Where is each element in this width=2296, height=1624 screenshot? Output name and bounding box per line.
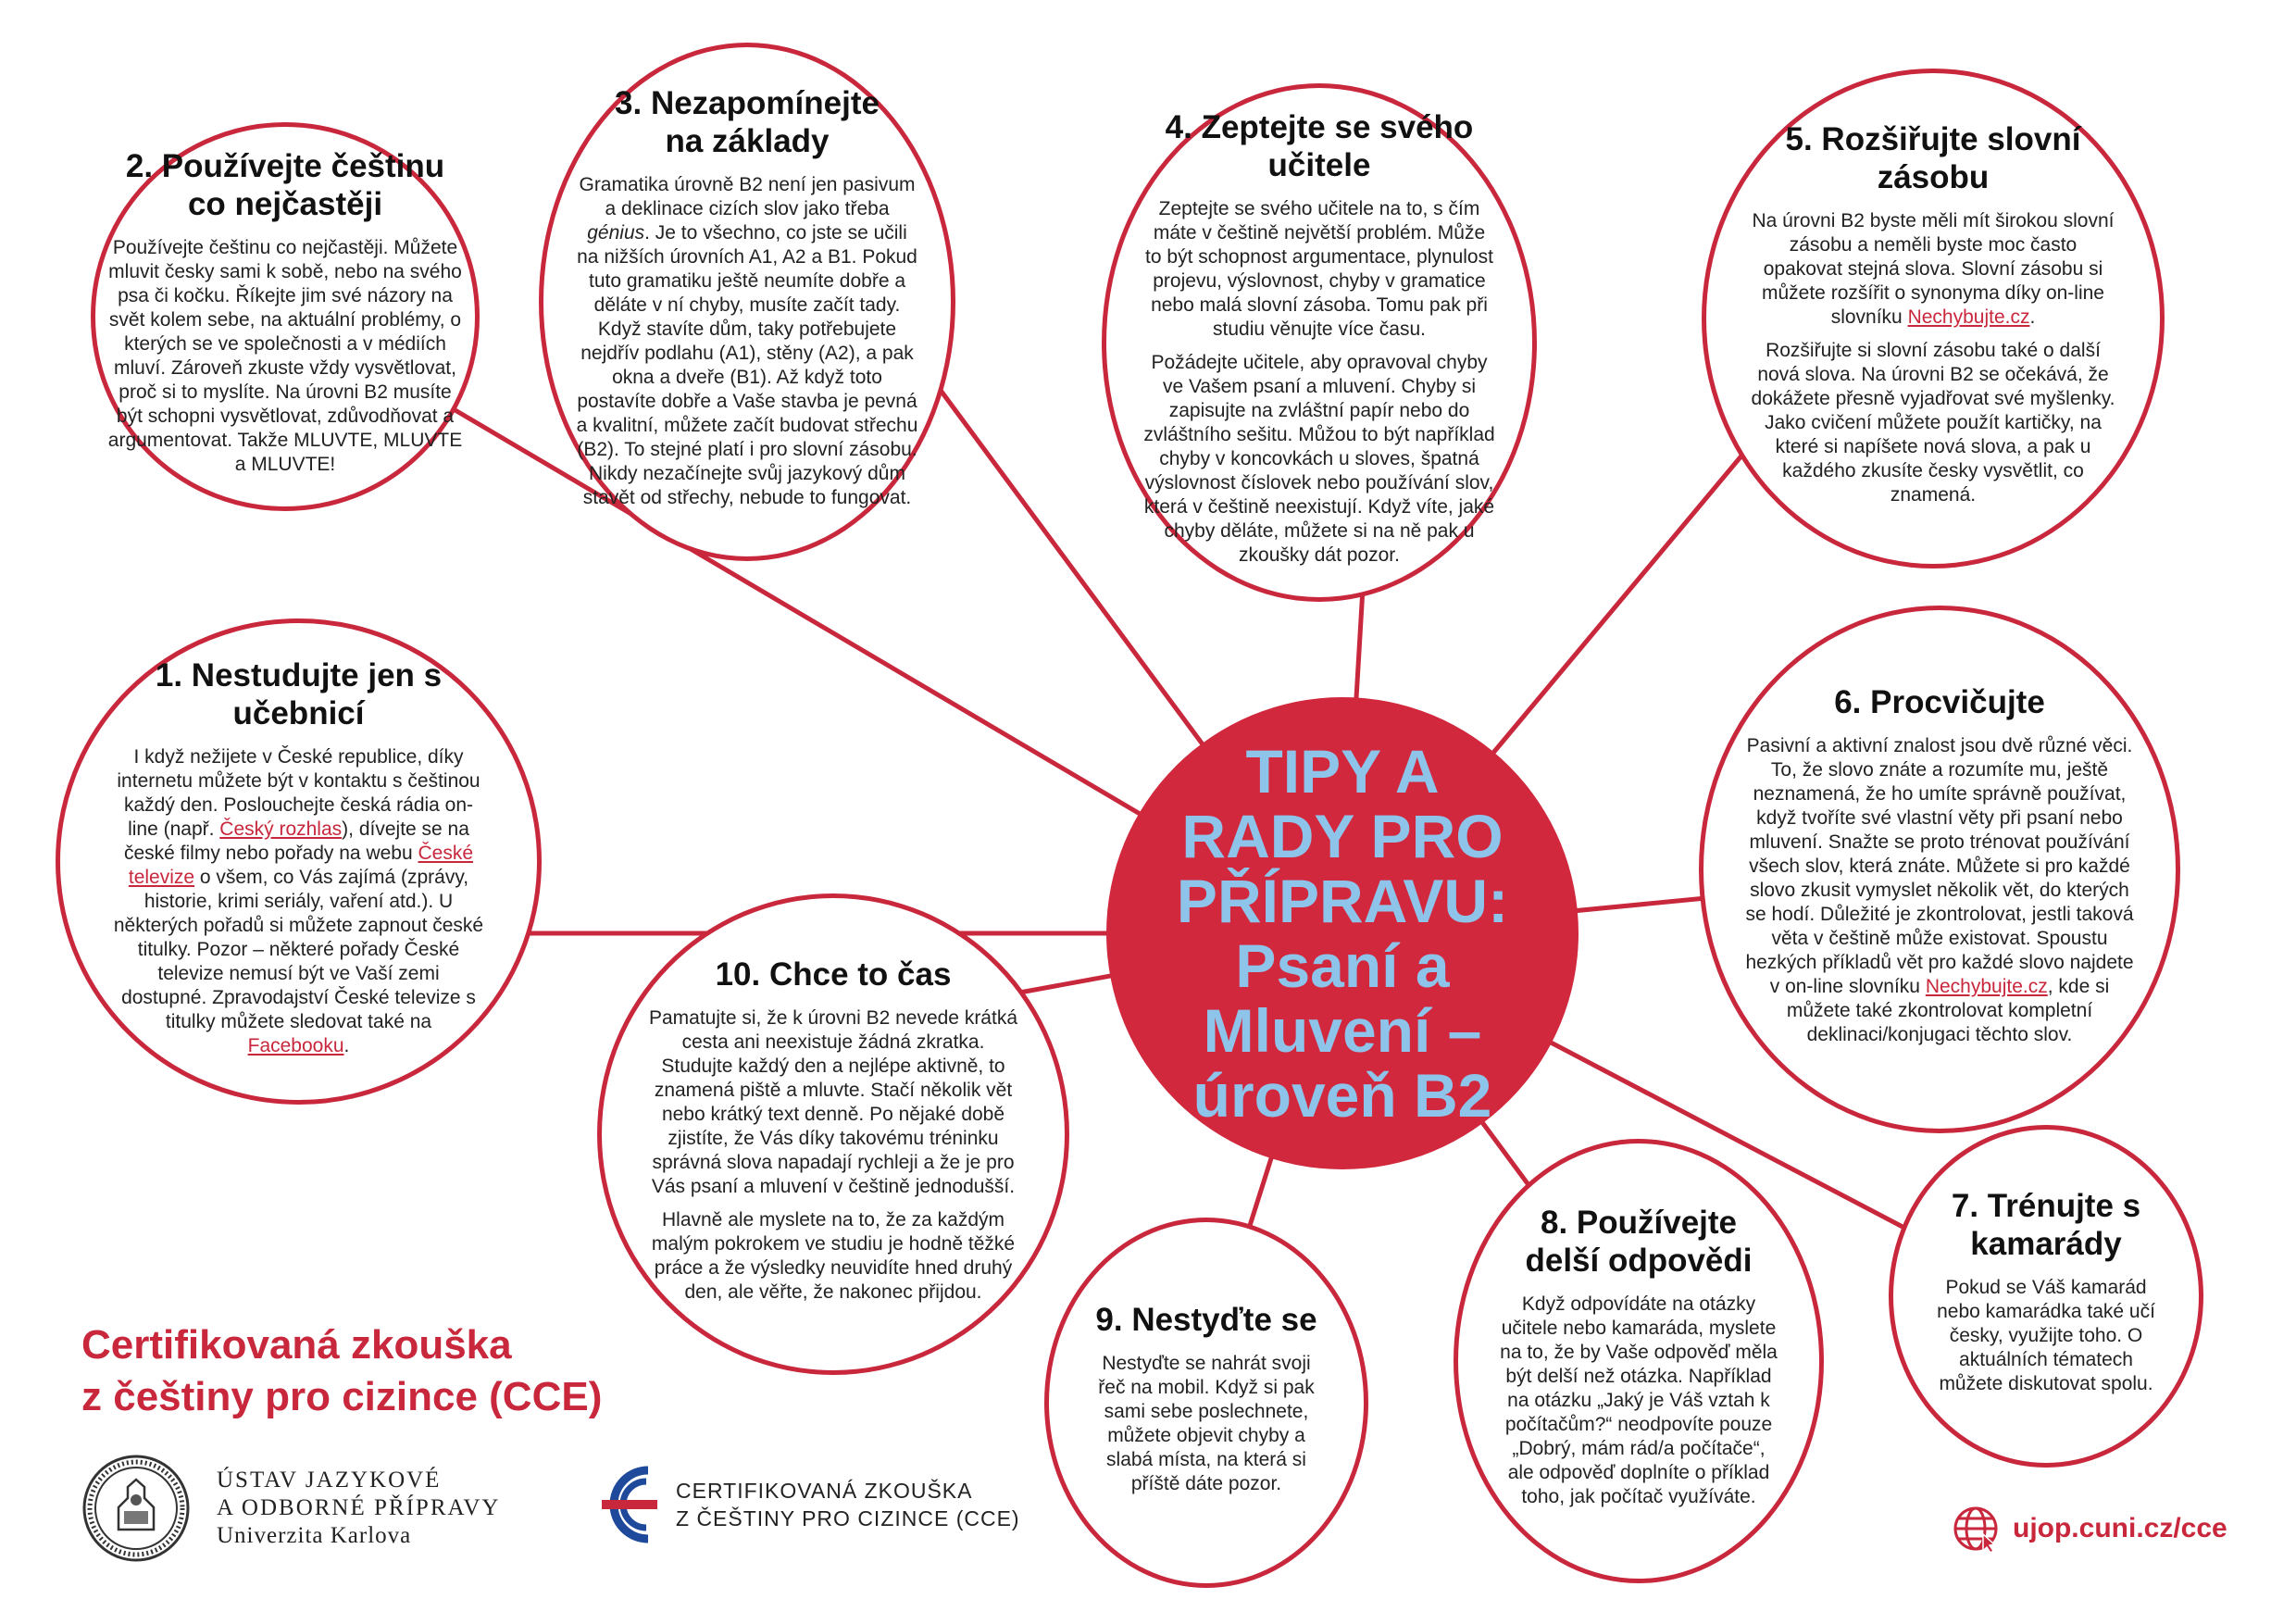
tip-9-title: 9. Nestyďte se	[1095, 1301, 1317, 1338]
tip-2-title: 2. Používejte češtinu co nejčastěji	[125, 148, 445, 222]
university-seal-icon	[81, 1454, 191, 1563]
tip-text: I když nežijete v České republice, díky internetu můžete být v kontaktu s češtinou každý den. Poslouchejte česká rádia on-line (např.	[117, 745, 480, 840]
tip-paragraph	[648, 1208, 1018, 1305]
cce-logo-icon	[593, 1463, 657, 1546]
tip-paragraph	[1143, 351, 1495, 568]
tip-text: . Je to všechno, co jste se učili na nižších úrovních A1, A2 a B1. Pokud tuto gramatiku ještě neumíte dobře a děláte v ní chyby, musíte začít tady. Když stavíte dům, taky potřebujete nejdřív podlahu (A1), stěny (A2), a pak okna a dveře (B1). Až když toto postavíte dobře a Vaše stavba je pevná a kvalitní, můžete začít budovat střechu (B2). To stejné platí i pro slovní zásobu. Nikdy nezačínejte svůj jazykový dům stavět od střechy, nebude to fungovat.	[576, 222, 918, 508]
globe-icon	[1952, 1505, 2000, 1553]
tip-bubble-7	[1889, 1125, 2203, 1468]
tip-3-body	[576, 173, 918, 519]
tip-paragraph	[648, 1006, 1018, 1199]
certification-title	[81, 1319, 602, 1423]
tip-paragraph	[576, 173, 918, 510]
tip-text: Pasivní a aktivní znalost jsou dvě různé věci. To, že slovo znáte a rozumíte mu, ještě neznamená, že ho umíte správně používat, když tvoříte své vlastní věty při psaní nebo mluvení. Snažte se proto trénovat používání všech slov, která znáte. Můžete si pro každé slovo zkusit vymyslet několik vět, do kterých se hodí. Důležité je zkontrolovat, jestli taková věta v češtině může existovat. Spoustu hezkých příkladů vět pro každé slovo najdete v on-line slovníku	[1745, 734, 2134, 997]
certification-title-line-2: z češtiny pro cizince (CCE)	[81, 1374, 603, 1419]
tip-4-body	[1143, 197, 1495, 577]
tip-text: Rozšiřujte si slovní zásobu také o další nová slova. Na úrovni B2 se očekává, že dokážete přesně vyjadřovat své myšlenky. Jako cvičení můžete použít kartičky, na které si napíšete nová slova, a pak u každého zkusíte česky vysvětlit, co znamená.	[1751, 340, 2115, 506]
tip-7-title: 7. Trénujte s kamarády	[1951, 1188, 2141, 1262]
tip-bubble-3	[539, 43, 955, 561]
tip-paragraph	[1748, 339, 2118, 507]
tip-3-title: 3. Nezapomínejte na základy	[615, 85, 880, 159]
tip-text: Zeptejte se svého učitele na to, s čím máte v češtině největší problém. Může to být schopnost argumentace, plynulost projevu, výslovnost, chyby v gramatice nebo malá slovní zásoba. Tomu pak při studiu věnujte více času.	[1145, 198, 1493, 340]
website-url[interactable]: ujop.cuni.cz/cce	[2013, 1513, 2227, 1543]
tip-paragraph	[1091, 1352, 1322, 1496]
center-title-circle	[1106, 697, 1578, 1169]
tip-text: Pamatujte si, že k úrovni B2 nevede krátká cesta ani neexistuje žádná zkratka. Studujte každý den a nejlépe aktivně, to znamená piště a mluvte. Stačí několik vět nebo krátký text denně. Po nějaké době zjistíte, že Vás díky takovému tréninku správná slova napadají rychleji a že je pro Vás psaní a mluvení v češtině jednodušší.	[648, 1006, 1018, 1197]
tip-bubble-5	[1702, 69, 2165, 568]
tip-1-title: 1. Nestudujte jen s učebnicí	[155, 656, 443, 731]
tip-text: ), dívejte se na české filmy nebo pořady na webu	[123, 818, 469, 864]
tip-5-body	[1748, 209, 2118, 517]
external-link[interactable]: České televize	[128, 842, 474, 888]
tip-text: Pokud se Váš kamarád nebo kamarádka také učí česky, využijte toho. O aktuálních tématech můžete diskutovat spolu.	[1937, 1277, 2155, 1394]
tip-6-title: 6. Procvičujte	[1834, 683, 2045, 720]
tip-paragraph	[1143, 197, 1495, 342]
tip-text: Nestyďte se nahrát svoji řeč na mobil. Když si pak sami sebe poslechnete, můžete objevit chyby a slabá místa, na která si příště dáte pozor.	[1098, 1352, 1315, 1494]
tip-paragraph	[1745, 734, 2134, 1047]
tip-1-body	[114, 745, 484, 1068]
ujop-line-1: ÚSTAV JAZYKOVÉ	[217, 1468, 442, 1493]
cce-name	[676, 1477, 1020, 1532]
tip-text: Používejte češtinu co nejčastěji. Můžete mluvit česky sami k sobě, nebo na svého psa či kočku. Říkejte jim své názory na svět kolem sebe, na aktuální problémy, o kterých se ve společnosti a v médiích mluví. Zároveň zkuste vždy vysvětlovat, proč si to myslíte. Na úrovni B2 musíte být schopni vysvětlovat, zdůvodňovat a argumentovat. Takže MLUVTE, MLUVTE a MLUVTE!	[107, 237, 463, 475]
tip-6-body	[1745, 734, 2134, 1056]
tip-bubble-2	[91, 122, 480, 511]
tip-5-title: 5. Rozšiřujte slovní zásobu	[1785, 121, 2081, 195]
tip-paragraph	[105, 236, 466, 477]
tip-10-title: 10. Chce to čas	[715, 956, 952, 993]
ujop-line-2: A ODBORNÉ PŘÍPRAVY	[217, 1495, 501, 1520]
tip-bubble-10	[597, 893, 1069, 1375]
website-link[interactable]	[1952, 1505, 2227, 1553]
ujop-logo	[81, 1454, 500, 1563]
ujop-line-3: Univerzita Karlova	[217, 1523, 412, 1548]
tip-text: .	[2029, 306, 2036, 328]
tip-paragraph	[1930, 1276, 2162, 1396]
cce-line-2: Z ČEŠTINY PRO CIZINCE (CCE)	[676, 1506, 1020, 1530]
tip-text: , kde si můžete také zkontrolovat kompletní deklinaci/konjugaci těchto slov.	[1786, 975, 2110, 1045]
tip-text: Když odpovídáte na otázky učitele nebo kamaráda, myslete na to, že by Vaše odpověď měla být delší než otázka. Například na otázku „Jaký je Váš vztah k počítačům?“ neodpovíte pouze „Dobrý, mám rád/a počítače“, ale odpověď doplníte o příklad toho, jak počítač využíváte.	[1500, 1293, 1778, 1507]
cce-line-1: CERTIFIKOVANÁ ZKOUŠKA	[676, 1479, 973, 1503]
tip-text: Gramatika úrovně B2 není jen pasivum a deklinace cizích slov jako třeba	[579, 174, 916, 219]
tip-bubble-9	[1044, 1218, 1368, 1588]
external-link[interactable]: Nechybujte.cz	[1925, 975, 2048, 997]
tip-text: génius	[587, 222, 645, 244]
tip-text: o všem, co Vás zajímá (zprávy, historie, krimi seriály, vaření atd.). U některých pořadů si můžete zapnout české titulky. Pozor – některé pořady České televize nemusí být ve Vaší zemi dostupné. Zpravodajství České televize s titulky můžete sledovat také na	[113, 866, 484, 1032]
tip-2-body	[105, 236, 466, 486]
tip-bubble-6	[1699, 606, 2180, 1133]
ujop-name	[217, 1467, 500, 1550]
tip-paragraph	[1500, 1293, 1778, 1509]
tip-10-body	[648, 1006, 1018, 1314]
tip-bubble-4	[1102, 83, 1537, 602]
external-link[interactable]: Nechybujte.cz	[1907, 306, 2030, 328]
tip-text: Na úrovni B2 byste měli mít širokou slovní zásobu a neměli byste moc často opakovat stejná slova. Slovní zásobu si můžete rozšířit o synonyma díky on-line slovníku	[1752, 210, 2115, 328]
tip-text: .	[343, 1034, 350, 1056]
tip-8-title: 8. Používejte delší odpovědi	[1525, 1205, 1753, 1279]
center-title: TIPY A RADY PRO PŘÍPRAVU: Psaní a Mluvení – úroveň B2	[1176, 737, 1509, 1130]
certification-title-line-1: Certifikovaná zkouška	[81, 1322, 512, 1368]
external-link[interactable]: Český rozhlas	[219, 818, 343, 840]
tip-9-body	[1091, 1352, 1322, 1505]
tip-text: Požádejte učitele, aby opravoval chyby ve Vašem psaní a mluvení. Chyby si zapisujte na zvláštní papír nebo do zvláštního sešitu. Můžou to být například chyby v koncovkách u sloves, špatná výslovnost číslovek nebo používání slov, která v češtině neexistují. Když víte, jaké chyby děláte, můžete si na ně pak u zkoušky dát pozor.	[1143, 352, 1495, 566]
tip-bubble-1	[56, 618, 542, 1105]
tip-4-title: 4. Zeptejte se svého učitele	[1165, 109, 1474, 183]
tip-paragraph	[1748, 209, 2118, 330]
tip-text: Hlavně ale myslete na to, že za každým malým pokrokem ve studiu je hodně těžké práce a že výsledky neuvidíte hned druhý den, ale věřte, že nakonec přijdou.	[651, 1208, 1016, 1303]
cce-logo	[593, 1463, 1020, 1546]
tip-paragraph	[114, 745, 484, 1058]
tip-bubble-8	[1454, 1139, 1824, 1583]
tip-8-body	[1500, 1293, 1778, 1518]
external-link[interactable]: Facebooku	[247, 1034, 344, 1056]
tip-7-body	[1930, 1276, 2162, 1405]
